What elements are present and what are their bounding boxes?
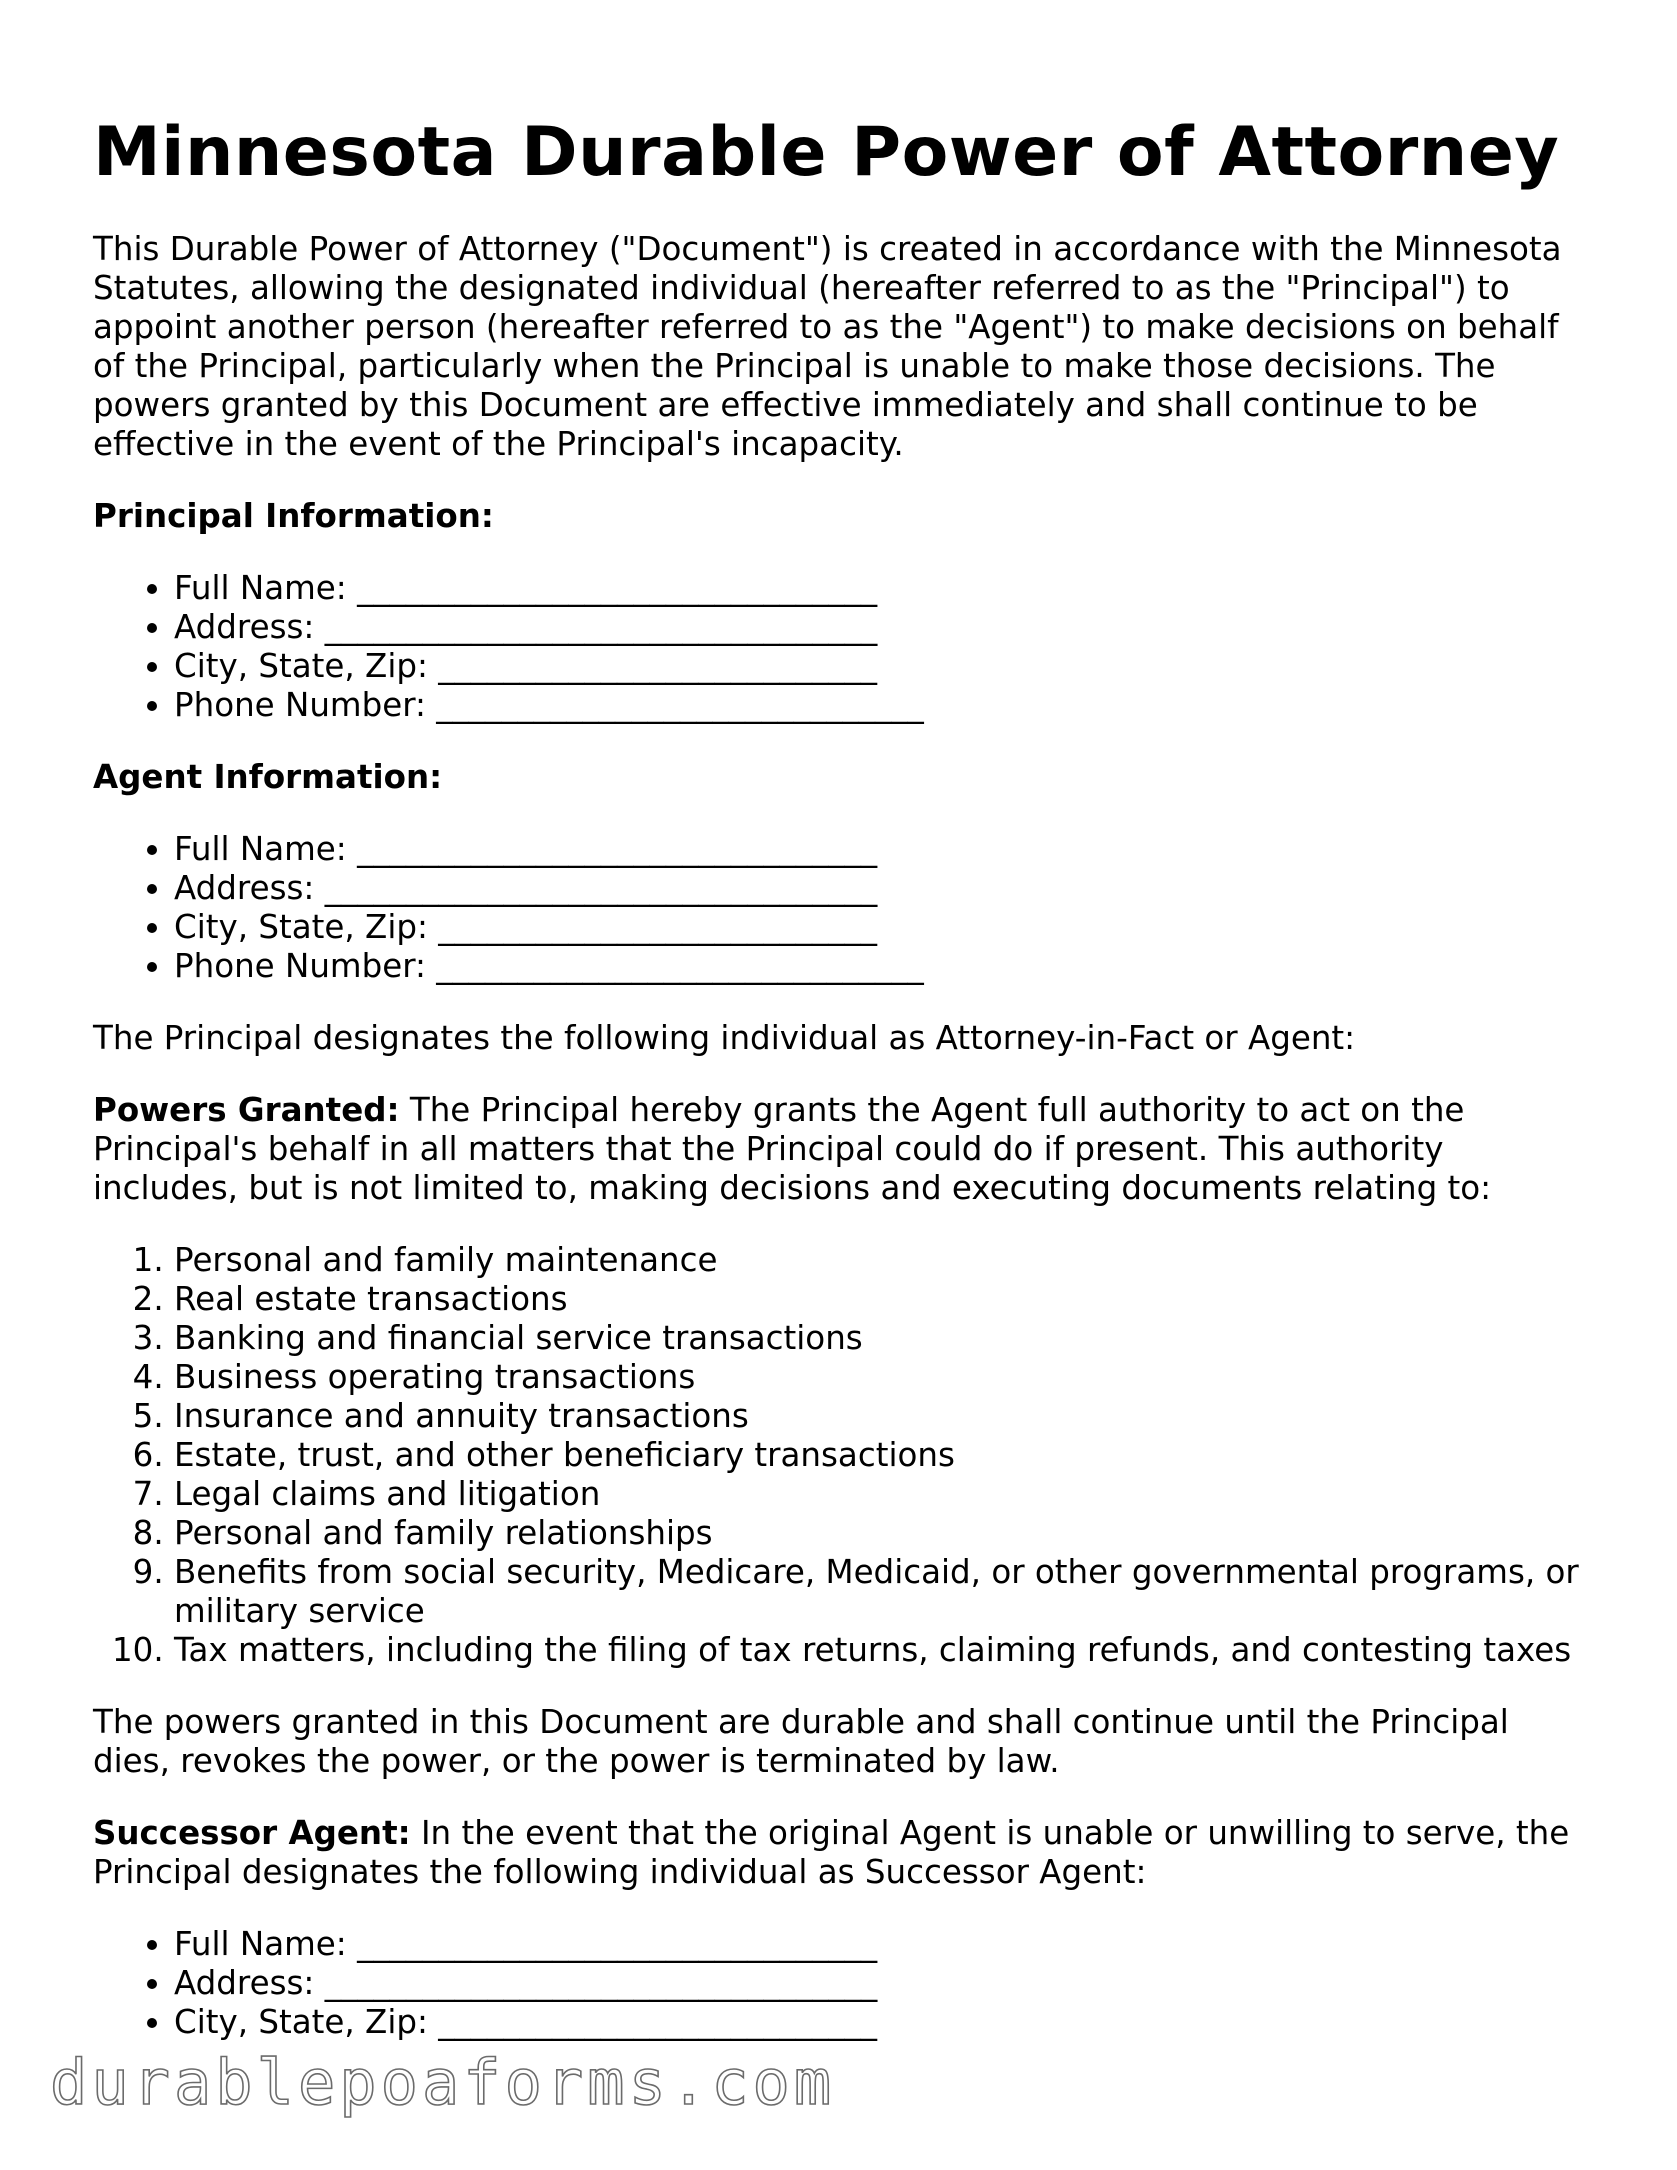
intro-paragraph: This Durable Power of Attorney ("Document") is created in accordance with the Minnesota Statutes, allowing the designated individual (hereafter referred to as the "Principal") to appoint another person (hereafter referred to as the "Agent") to make decisions on behalf of the Principal, particularly when the Principal is unable to make those decisions. The powers granted by this Document are effective immediately and shall continue to be effective in the event of the Principal's incapacity.: [93, 229, 1562, 463]
powers-list: [93, 1241, 1593, 1670]
powers-paragraph: [93, 1091, 1593, 1208]
principal-phone-field: • Phone Number: ______________________________: [174, 686, 1593, 725]
designation-paragraph: The Principal designates the following individual as Attorney-in-Fact or Agent:: [93, 1018, 1356, 1057]
successor-fields-list: [93, 1925, 1593, 2042]
power-item: 5. Insurance and annuity transactions: [174, 1397, 1593, 1436]
principal-fields-list: [93, 569, 1593, 725]
powers-text: The Principal hereby grants the Agent full authority to act on the Principal's behalf in all matters that the Principal could do if present. This authority includes, but is not limited to, making decisions and executing documents relating to:: [93, 1090, 1492, 1207]
agent-address-field: • Address: __________________________________: [174, 869, 1593, 908]
power-item: 3. Banking and financial service transactions: [174, 1319, 1593, 1358]
principal-city-state-zip-field: • City, State, Zip: ___________________________: [174, 647, 1593, 686]
durability-paragraph: The powers granted in this Document are durable and shall continue until the Principal dies, revokes the power, or the power is terminated by law.: [93, 1702, 1509, 1780]
agent-full-name-field: • Full Name: ________________________________: [174, 830, 1593, 869]
power-item: 8. Personal and family relationships: [174, 1514, 1593, 1553]
agent-fields-list: [93, 830, 1593, 986]
principal-full-name-field: • Full Name: ________________________________: [174, 569, 1593, 608]
agent-heading: Agent Information:: [93, 757, 443, 796]
power-item: 4. Business operating transactions: [174, 1358, 1593, 1397]
document-title: Minnesota Durable Power of Attorney: [93, 113, 1560, 192]
successor-label: Successor Agent:: [93, 1813, 411, 1852]
successor-text: In the event that the original Agent is unable or unwilling to serve, the Principal designates the following individual as Successor Agent:: [93, 1813, 1570, 1891]
agent-city-state-zip-field: • City, State, Zip: ___________________________: [174, 908, 1593, 947]
power-item: 1. Personal and family maintenance: [174, 1241, 1593, 1280]
successor-full-name-field: • Full Name: ________________________________: [174, 1925, 1593, 1964]
power-item: 2. Real estate transactions: [174, 1280, 1593, 1319]
successor-address-field: • Address: __________________________________: [174, 1964, 1593, 2003]
principal-heading: Principal Information:: [93, 496, 494, 535]
power-item: 10. Tax matters, including the filing of tax returns, claiming refunds, and contesting taxes: [174, 1631, 1593, 1670]
principal-address-field: • Address: __________________________________: [174, 608, 1593, 647]
agent-phone-field: • Phone Number: ______________________________: [174, 947, 1593, 986]
power-item: 9. Benefits from social security, Medicare, Medicaid, or other governmental programs, or military service: [174, 1553, 1593, 1631]
successor-city-state-zip-field: • City, State, Zip: ___________________________: [174, 2003, 1593, 2042]
power-item: 6. Estate, trust, and other beneficiary transactions: [174, 1436, 1593, 1475]
document-page: [93, 112, 1593, 2075]
watermark-text: durablepoaforms.com: [50, 2046, 836, 2119]
successor-paragraph: [93, 1814, 1593, 1892]
powers-label: Powers Granted:: [93, 1090, 400, 1129]
power-item: 7. Legal claims and litigation: [174, 1475, 1593, 1514]
